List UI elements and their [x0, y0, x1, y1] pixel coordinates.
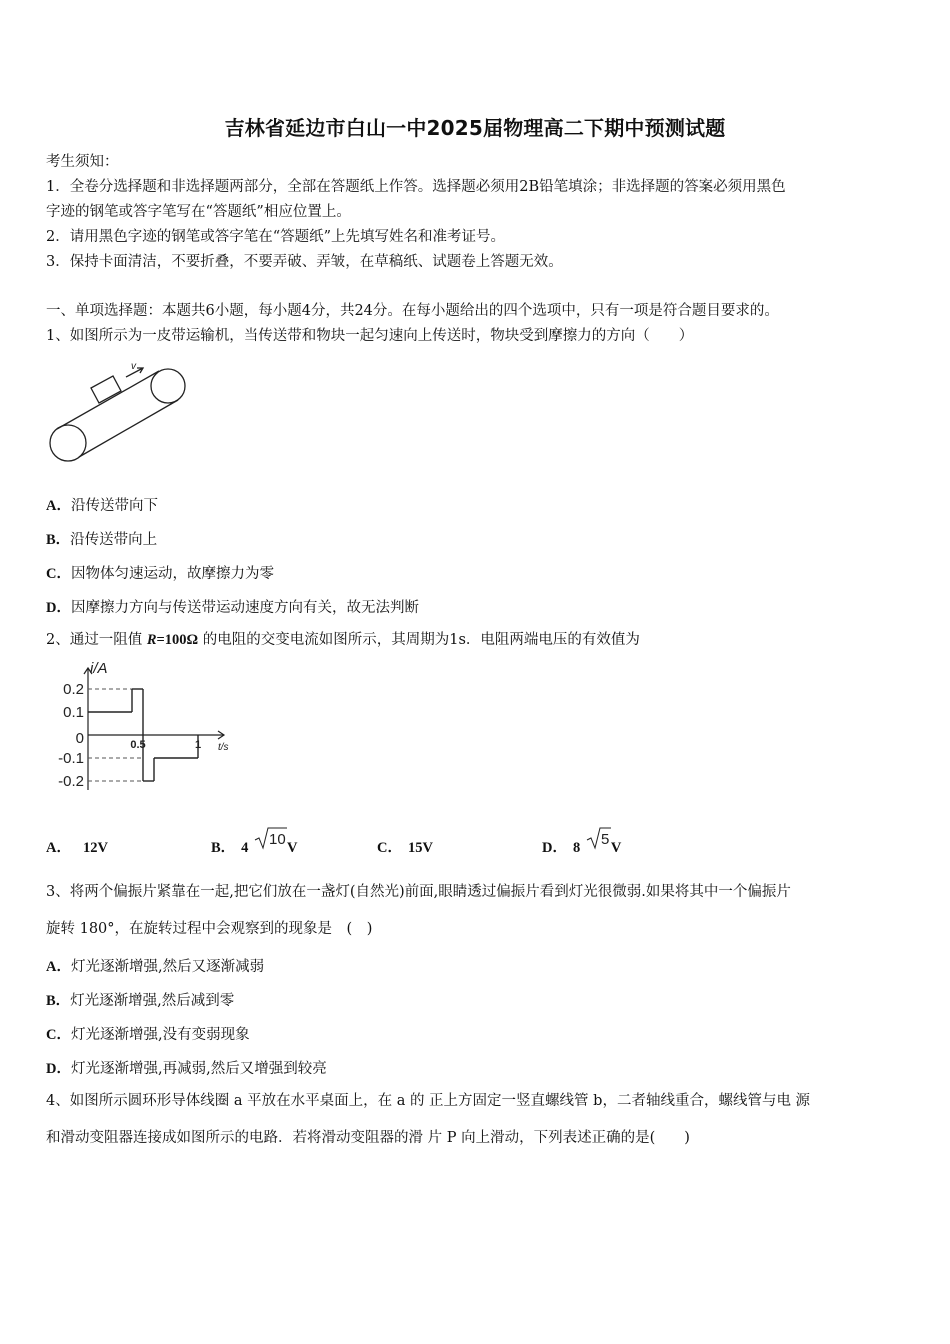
y-tick-neg-0.2: -0.2 [58, 773, 84, 790]
q2-option-b[interactable]: B． 4 10 V [211, 822, 298, 858]
notice-heading: 考生须知： [46, 154, 119, 170]
q3-option-b[interactable]: B．灯光逐渐增强,然后减到零 [46, 993, 235, 1009]
q3-option-c[interactable]: C．灯光逐渐增强,没有变弱现象 [46, 1027, 250, 1043]
q1-stem: 1、如图所示为一皮带运输机，当传送带和物块一起匀速向上传送时，物块受到摩擦力的方向（ ） [46, 328, 694, 344]
q1-option-d[interactable]: D．因摩擦力方向与传送带运动速度方向有关，故无法判断 [46, 600, 419, 616]
notice-item-1-line-1: 1．全卷分选择题和非选择题两部分，全部在答题纸上作答。选择题必须用2B铅笔填涂；非选择题的答案必须用黑色 [46, 179, 786, 195]
notice-item-2: 2．请用黑色字迹的钢笔或答字笔在“答题纸”上先填写姓名和准考证号。 [46, 229, 506, 245]
y-axis-label: i/A [90, 660, 108, 677]
velocity-label: v [131, 361, 136, 372]
sqrt-icon [253, 826, 287, 850]
q2-option-a[interactable]: A． 12V [46, 840, 108, 856]
y-tick-neg-0.1: -0.1 [58, 750, 84, 767]
q1-option-a[interactable]: A．沿传送带向下 [46, 498, 158, 514]
q2-option-c[interactable]: C． 15V [377, 840, 433, 856]
conveyor-belt-figure [44, 356, 194, 468]
q2-stem: 2、通过一阻值 R=100Ω 的电阻的交变电流如图所示，其周期为1s．电阻两端电压的有效值为 [46, 632, 640, 648]
section-heading: 一、单项选择题：本题共6小题，每小题4分，共24分。在每小题给出的四个选项中，只有一项是符合题目要求的。 [46, 303, 779, 319]
y-tick-0: 0 [75, 730, 84, 747]
notice-item-1-line-2: 字迹的钢笔或答字笔写在“答题纸”相应位置上。 [46, 204, 351, 220]
x-tick-0.5: 0.5 [130, 739, 146, 751]
q3-option-a[interactable]: A．灯光逐渐增强,然后又逐渐减弱 [46, 959, 265, 975]
sqrt-icon [585, 826, 611, 850]
q3-option-d[interactable]: D．灯光逐渐增强,再减弱,然后又增强到较亮 [46, 1061, 327, 1077]
q4-stem-line-2: 和滑动变阻器连接成如图所示的电路．若将滑动变阻器的滑 片 P 向上滑动，下列表述正确的是( ) [46, 1130, 690, 1146]
q1-option-c[interactable]: C．因物体匀速运动，故摩擦力为零 [46, 566, 274, 582]
current-graph [44, 658, 244, 796]
notice-item-3: 3．保持卡面清洁，不要折叠，不要弄破、弄皱，在草稿纸、试题卷上答题无效。 [46, 254, 563, 270]
page-title: 吉林省延边市白山一中2025届物理高二下期中预测试题 [224, 116, 726, 140]
q2-option-d[interactable]: D． 8 5 V [542, 822, 621, 858]
x-axis-label: t/s [218, 742, 229, 753]
q3-stem-line-2: 旋转 180°，在旋转过程中会观察到的现象是 ( ) [46, 921, 373, 937]
q3-stem-line-1: 3、将两个偏振片紧靠在一起,把它们放在一盏灯(自然光)前面,眼睛透过偏振片看到灯光很微弱.如果将其中一个偏振片 [46, 884, 791, 900]
svg-text:10: 10 [269, 831, 286, 848]
y-tick-0.1: 0.1 [63, 704, 84, 721]
x-tick-1: 1 [194, 739, 202, 751]
q4-stem-line-1: 4、如图所示圆环形导体线圈 a 平放在水平桌面上，在 a 的 正上方固定一竖直螺线管 b，二者轴线重合，螺线管与电 源 [46, 1093, 811, 1109]
svg-text:5: 5 [600, 831, 610, 848]
q1-option-b[interactable]: B．沿传送带向上 [46, 532, 158, 548]
y-tick-0.2: 0.2 [63, 681, 84, 698]
